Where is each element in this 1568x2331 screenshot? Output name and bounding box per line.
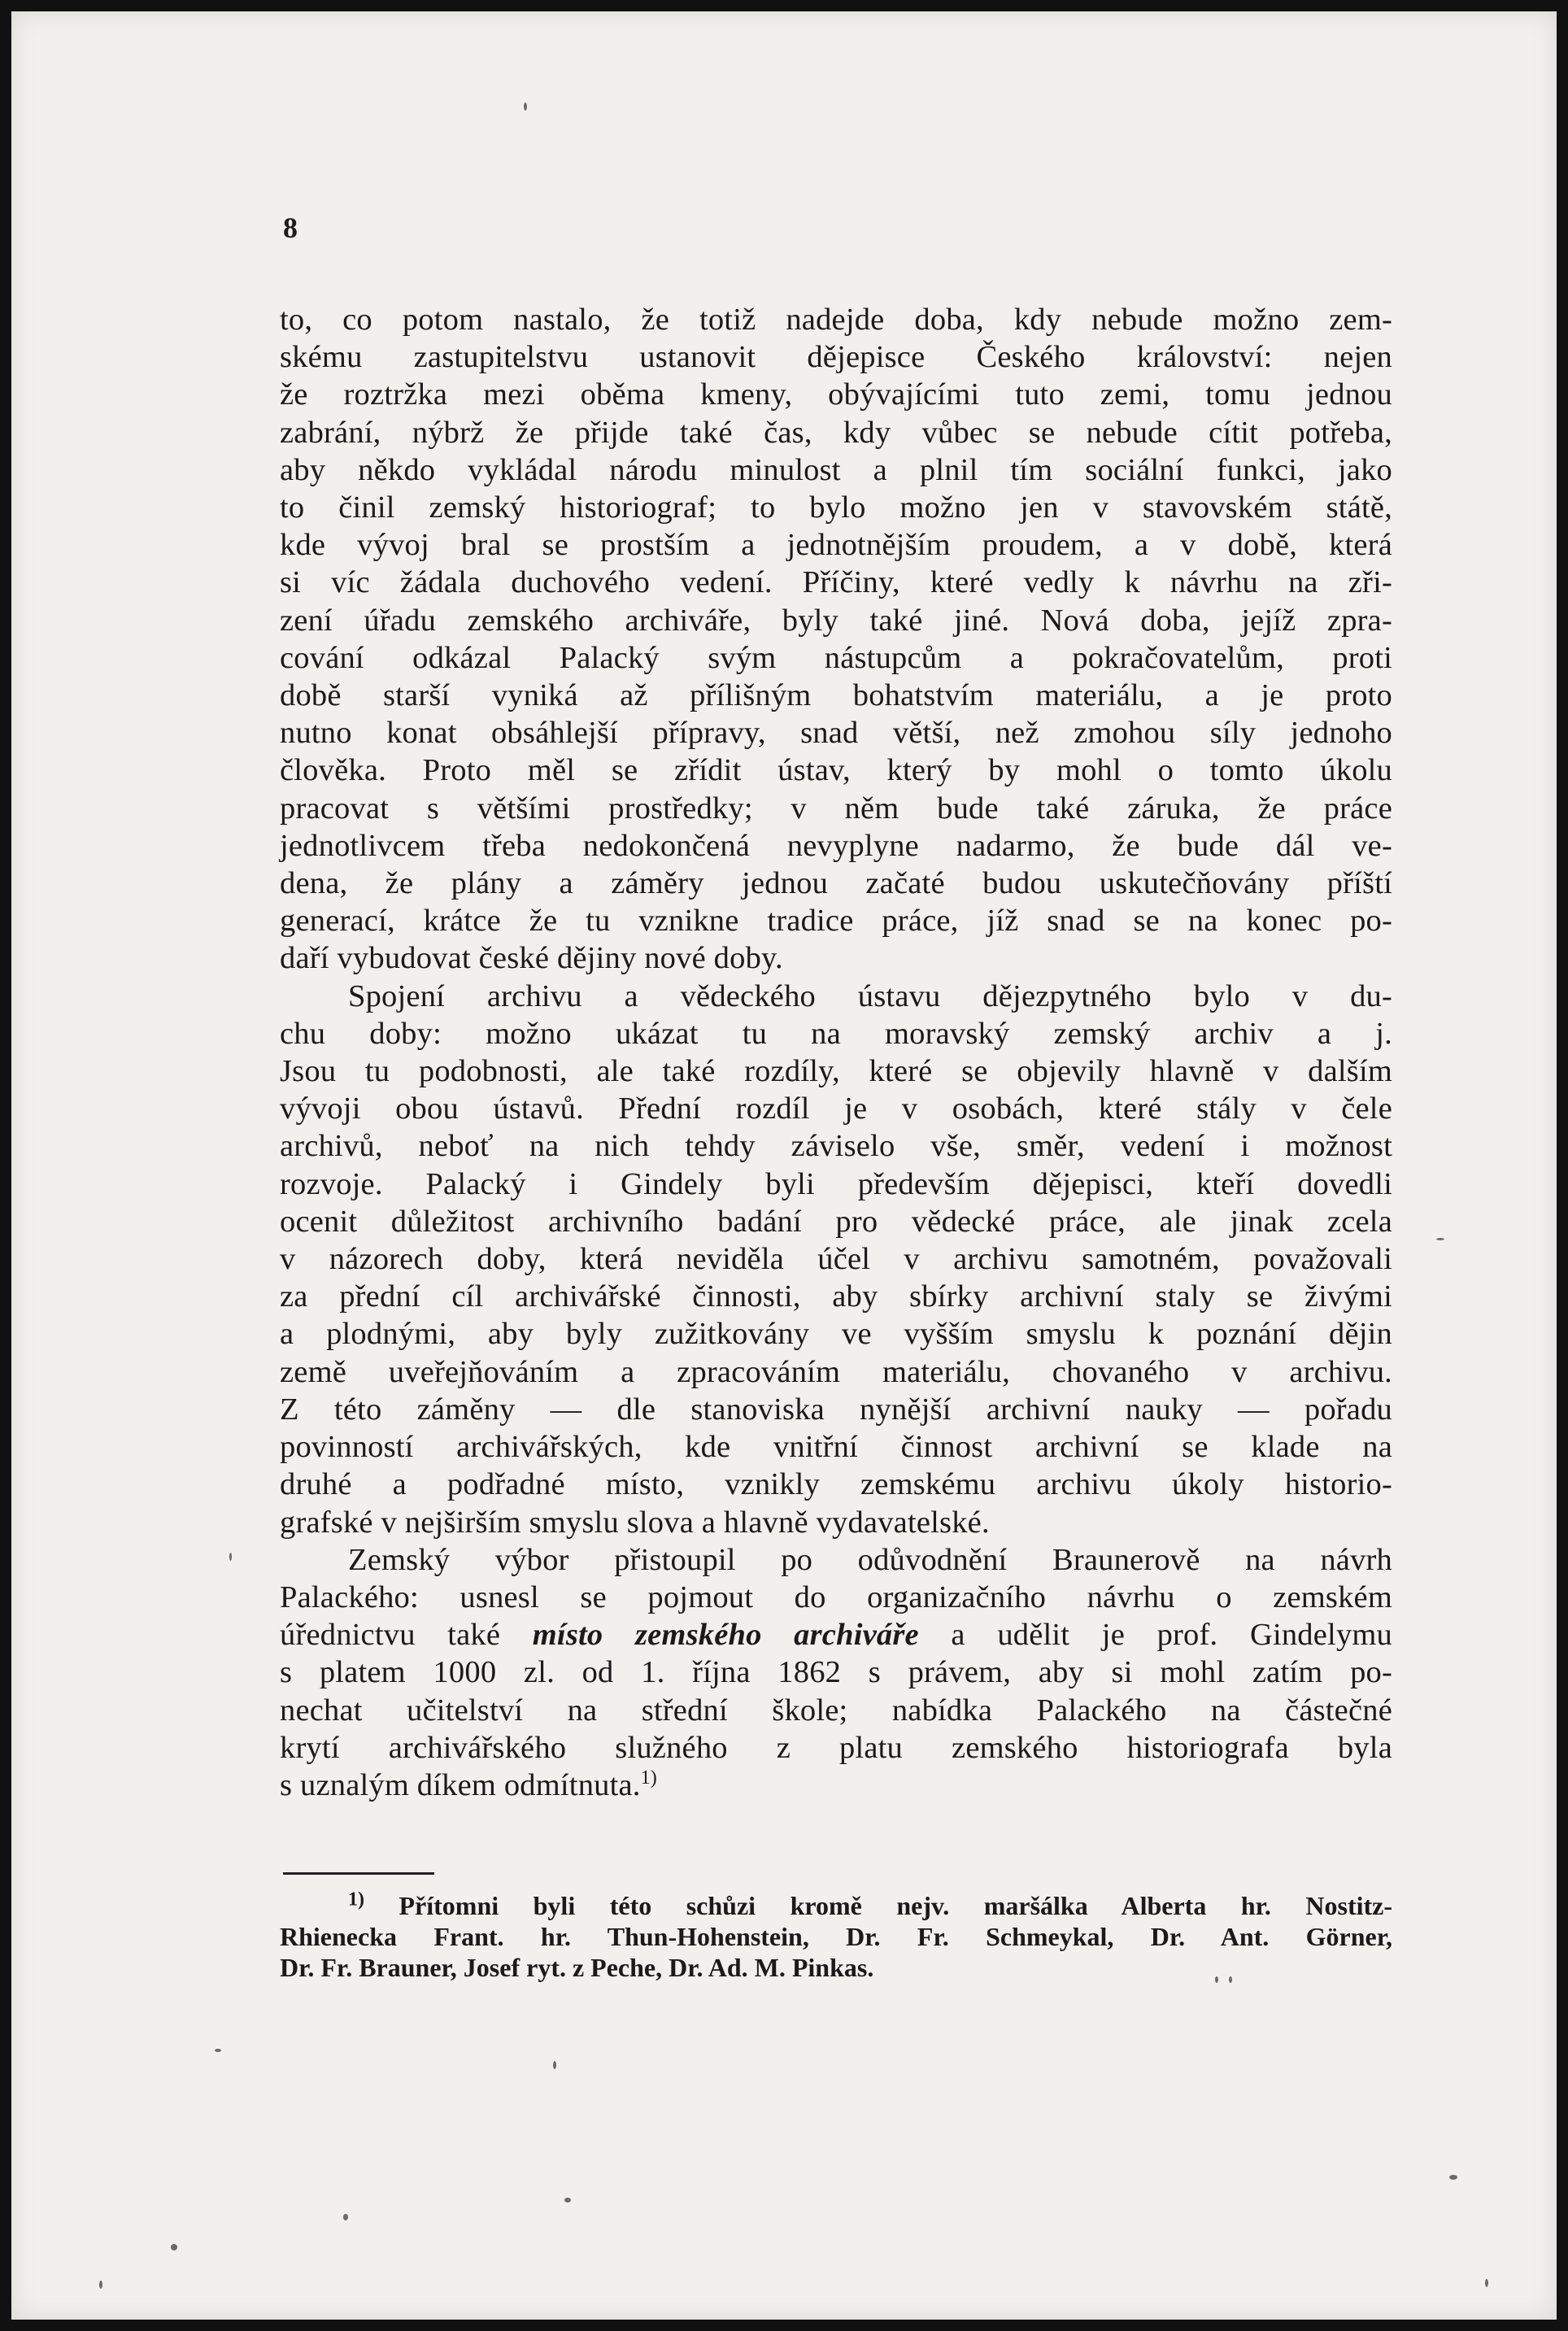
text-run: Přítomni byli této schůzi kromě nejv. maršálka Alberta hr. Nostitz- [364, 1891, 1392, 1920]
emphasized-text: místo zemského archiváře [532, 1618, 919, 1653]
text-line: Zemský výbor přistoupil po odůvodnění Braunerově na návrh [348, 1542, 1392, 1577]
paper-speck [171, 2244, 177, 2250]
footnote-divider [283, 1872, 434, 1875]
text-line: nechat učitelství na střední škole; nabídka Palackého na částečné [280, 1693, 1392, 1728]
text-line: grafské v nejširším smyslu slova a hlavně vydavatelské. [280, 1505, 990, 1540]
paper-speck [1449, 2175, 1457, 2180]
text-line: nutno konat obsáhlejší přípravy, snad větší, než zmohou síly jednoho [280, 716, 1392, 751]
text-line: za přední cíl archivářské činnosti, aby sbírky archivní staly se živými [280, 1279, 1392, 1314]
paper-speck [1229, 1976, 1232, 1983]
footnote-line: Dr. Fr. Brauner, Josef ryt. z Peche, Dr. Ad. M. Pinkas. [280, 1953, 874, 1982]
text-line: Z této záměny — dle stanoviska nynější archivní nauky — pořadu [280, 1392, 1392, 1427]
footnote [280, 1890, 1392, 1983]
text-line: krytí archivářského služného z platu zemského historiografa byla [280, 1730, 1392, 1765]
paper-speck [1215, 1976, 1218, 1983]
text-line: a plodnými, aby byly zužitkovány ve vyšším smyslu k poznání dějin [280, 1317, 1392, 1352]
text-line: zabrání, nýbrž že přijde také čas, kdy vůbec se nebude cítit potřeba, [280, 415, 1392, 450]
text-line: s platem 1000 zl. od 1. října 1862 s právem, aby si mohl zatím po- [280, 1655, 1392, 1690]
paper-speck [553, 2061, 556, 2069]
text-line: kde vývoj bral se prostším a jednotnějším proudem, a v době, která [280, 528, 1392, 563]
text-line: ocenit důležitost archivního badání pro vědecké práce, ale jinak zcela [280, 1204, 1392, 1239]
text-line: si víc žádala duchového vedení. Příčiny, které vedly k návrhu na zři- [280, 565, 1392, 600]
text-line: druhé a podřadné místo, vznikly zemskému archivu úkoly historio- [280, 1467, 1392, 1502]
text-line: chu doby: možno ukázat tu na moravský zemský archiv a j. [280, 1016, 1392, 1051]
text-line: archivů, neboť na nich tehdy záviselo vše, směr, vedení i možnost [280, 1129, 1392, 1164]
text-line: aby někdo vykládal národu minulost a plnil tím sociální funkci, jako [280, 452, 1392, 487]
paper-speck [524, 102, 527, 111]
text-run: s uznalým díkem odmítnuta. [280, 1767, 641, 1802]
text-line: rozvoje. Palacký i Gindely byli především dějepisci, kteří dovedli [280, 1166, 1392, 1201]
paper-speck [564, 2198, 571, 2202]
page-number: 8 [283, 211, 298, 244]
footnote-reference[interactable]: 1) [640, 1767, 658, 1789]
footnote-marker: 1) [348, 1889, 364, 1911]
text-line: jednotlivcem třeba nedokončená nevyplyne nadarmo, že bude dál ve- [280, 828, 1392, 863]
text-line: člověka. Proto měl se zřídit ústav, který by mohl o tomto úkolu [280, 753, 1392, 788]
text-line: daří vybudovat české dějiny nové doby. [280, 941, 783, 976]
text-line: to činil zemský historiograf; to bylo možno jen v stavovském státě, [280, 490, 1392, 525]
text-line: pracovat s většími prostředky; v něm bude také záruka, že práce [280, 791, 1392, 826]
paragraph-2 [280, 978, 1392, 1541]
text-line: to, co potom nastalo, že totiž nadejde doba, kdy nebude možno zem- [280, 303, 1392, 337]
text-line [280, 1616, 1392, 1653]
paper-speck [1436, 1238, 1444, 1240]
paper-speck [215, 2049, 221, 2052]
paper-speck [99, 2281, 102, 2289]
text-run: úřednictvu také [280, 1618, 533, 1653]
text-line: Spojení archivu a vědeckého ústavu dějezpytného bylo v du- [348, 978, 1392, 1013]
text-line: generací, krátce že tu vznikne tradice práce, jíž snad se na konec po- [280, 904, 1392, 939]
text-line: cování odkázal Palacký svým nástupcům a pokračovatelům, proti [280, 640, 1392, 675]
paper-speck [1485, 2279, 1488, 2287]
text-line [280, 1767, 1392, 1804]
text-line: skému zastupitelstvu ustanovit dějepisce Českého království: nejen [280, 340, 1392, 375]
text-line: Jsou tu podobnosti, ale také rozdíly, které se objevily hlavně v dalším [280, 1054, 1392, 1089]
text-line: zení úřadu zemského archiváře, byly také jiné. Nová doba, jejíž zpra- [280, 603, 1392, 638]
paragraph-3 [280, 1541, 1392, 1804]
paragraph-1 [280, 301, 1392, 978]
text-line: Palackého: usnesl se pojmout do organizačního návrhu o zemském [280, 1579, 1392, 1614]
document-page [11, 11, 1557, 2320]
text-line: povinností archivářských, kde vnitřní činnost archivní se klade na [280, 1430, 1392, 1465]
body-text [280, 301, 1392, 1804]
paper-speck [229, 1553, 232, 1561]
text-line: že roztržka mezi oběma kmeny, obývajícími tuto zemi, tomu jednou [280, 377, 1392, 412]
text-line: vývoji obou ústavů. Přední rozdíl je v osobách, které stály v čele [280, 1091, 1392, 1126]
text-line: době starší vyniká až přílišným bohatstvím materiálu, a je proto [280, 678, 1392, 713]
text-line: země uveřejňováním a zpracováním materiálu, chovaného v archivu. [280, 1354, 1392, 1389]
paper-speck [343, 2214, 348, 2220]
text-line: dena, že plány a záměry jednou začaté budou uskutečňovány příští [280, 866, 1392, 901]
footnote-line [280, 1890, 1392, 1921]
text-run: a udělit je prof. Gindelymu [918, 1618, 1392, 1653]
footnote-line: Rhienecka Frant. hr. Thun-Hohenstein, Dr. Fr. Schmeykal, Dr. Ant. Görner, [280, 1922, 1392, 1951]
text-line: v názorech doby, která neviděla účel v archivu samotném, považovali [280, 1242, 1392, 1277]
